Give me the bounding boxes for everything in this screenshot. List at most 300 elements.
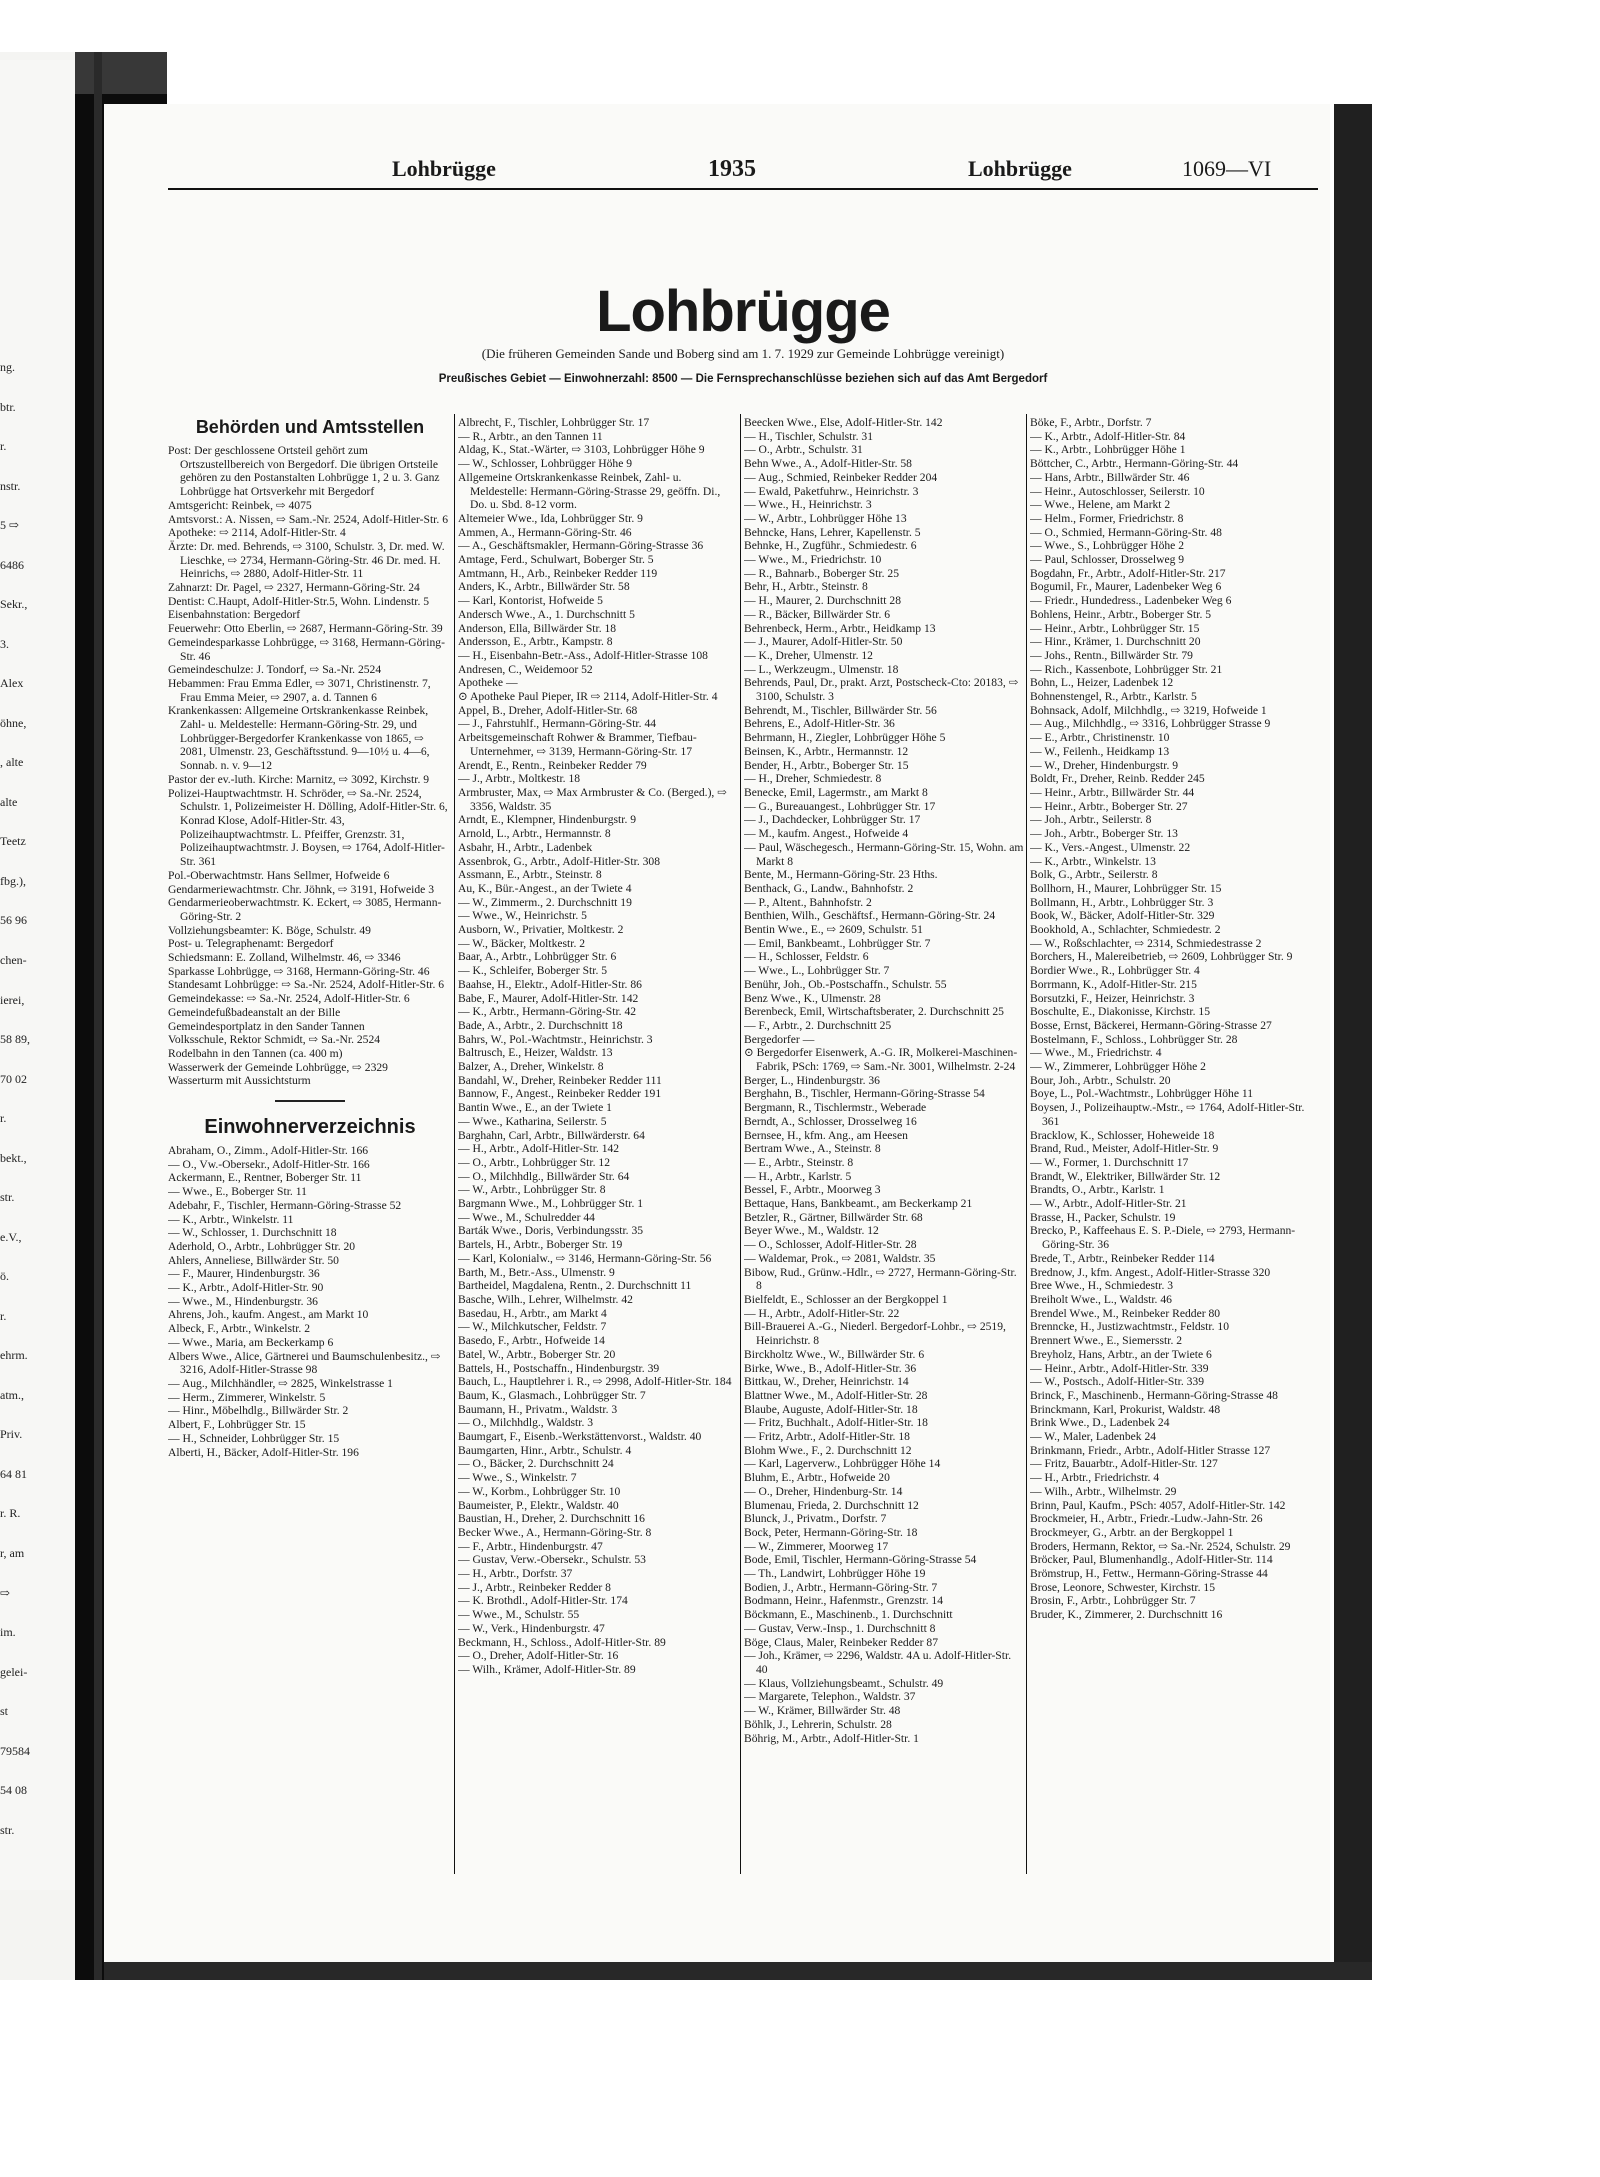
directory-entry: Brose, Leonore, Schwester, Kirchstr. 15 bbox=[1030, 1580, 1215, 1594]
directory-entry: — E., Arbtr., Steinstr. 8 bbox=[744, 1155, 854, 1169]
directory-entry: Feuerwehr: Otto Eberlin, ⇨ 2687, Hermann-Göring-Str. 39 bbox=[168, 622, 443, 636]
directory-entry: Eisenbahnstation: Bergedorf bbox=[168, 608, 301, 622]
directory-entry: — K., Schleifer, Boberger Str. 5 bbox=[458, 964, 608, 978]
authorities-list bbox=[168, 444, 452, 1088]
directory-entry: Böge, Claus, Maler, Reinbeker Redder 87 bbox=[744, 1635, 939, 1649]
directory-entry: — Gustav, Verw.-Obersekr., Schulstr. 53 bbox=[458, 1553, 646, 1567]
directory-entry: — R., Arbtr., an den Tannen 11 bbox=[458, 429, 603, 443]
directory-entry: — W., Arbtr., Lohbrügger Höhe 13 bbox=[744, 511, 907, 525]
directory-entry: — H., Arbtr., Friedrichstr. 4 bbox=[1030, 1471, 1160, 1485]
directory-entry: Bosse, Ernst, Bäckerei, Hermann-Göring-Strasse 27 bbox=[1030, 1018, 1272, 1032]
previous-page-text-fragment: 64 81 bbox=[0, 1467, 27, 1481]
directory-entry: — W., Postsch., Adolf-Hitler-Str. 339 bbox=[1030, 1375, 1205, 1389]
directory-entry: Bluhm, E., Arbtr., Hofweide 20 bbox=[744, 1471, 890, 1485]
directory-entry: Blohm Wwe., F., 2. Durchschnitt 12 bbox=[744, 1443, 912, 1457]
previous-page-text-fragment: , alte bbox=[0, 755, 24, 769]
directory-entry: Boschulte, E., Diakonisse, Kirchstr. 15 bbox=[1030, 1005, 1211, 1019]
directory-entry: — Heinr., Arbtr., Billwärder Str. 44 bbox=[1030, 785, 1195, 799]
directory-entry: — K., Vers.-Angest., Ulmenstr. 22 bbox=[1030, 840, 1191, 854]
directory-entry: Bentin Wwe., E., ⇨ 2609, Schulstr. 51 bbox=[744, 923, 923, 937]
directory-entry: Brinn, Paul, Kaufm., PSch: 4057, Adolf-Hitler-Str. 142 bbox=[1030, 1498, 1286, 1512]
directory-entry: Albrecht, F., Tischler, Lohbrügger Str. 17 bbox=[458, 416, 650, 429]
directory-entry: — W., Bäcker, Moltkestr. 2 bbox=[458, 936, 586, 950]
directory-entry: — O., Schlosser, Adolf-Hitler-Str. 28 bbox=[744, 1238, 917, 1252]
directory-entry: Gemeindeschulze: J. Tondorf, ⇨ Sa.-Nr. 2524 bbox=[168, 663, 382, 677]
directory-entry: Bohnsack, Adolf, Milchhdlg., ⇨ 3219, Hofweide 1 bbox=[1030, 703, 1267, 717]
column-rule bbox=[740, 414, 741, 1874]
directory-entry: Baustian, H., Dreher, 2. Durchschnitt 16 bbox=[458, 1512, 645, 1526]
directory-entry: Abraham, O., Zimm., Adolf-Hitler-Str. 166 bbox=[168, 1144, 369, 1158]
directory-entry: Boye, L., Pol.-Wachtmstr., Lohbrügger Höhe 11 bbox=[1030, 1087, 1254, 1101]
directory-entry: Brockmeyer, G., Arbtr. an der Bergkoppel 1 bbox=[1030, 1525, 1234, 1539]
previous-page-text-fragment: 6486 bbox=[0, 558, 24, 572]
directory-entry: Gendarmerieoberwachtmstr. K. Eckert, ⇨ 3085, Hermann-Göring-Str. 2 bbox=[168, 896, 442, 923]
directory-entry: Bartels, H., Arbtr., Boberger Str. 19 bbox=[458, 1238, 623, 1252]
directory-entry: — W., Zimmerer, Moorweg 17 bbox=[744, 1539, 889, 1553]
directory-entry: Brecko, P., Kaffeehaus E. S. P.-Diele, ⇨ 2793, Hermann-Göring-Str. 36 bbox=[1030, 1224, 1296, 1252]
directory-entry: Birke, Wwe., B., Adolf-Hitler-Str. 36 bbox=[744, 1361, 917, 1375]
directory-entry: Beckmann, H., Schloss., Adolf-Hitler-Str. 89 bbox=[458, 1635, 666, 1649]
directory-entry: Bartheidel, Magdalena, Rentn., 2. Durchschnitt 11 bbox=[458, 1279, 692, 1293]
directory-entry: Bollmann, H., Arbtr., Lohbrügger Str. 3 bbox=[1030, 895, 1214, 909]
directory-entry: Alberti, H., Bäcker, Adolf-Hitler-Str. 196 bbox=[168, 1445, 359, 1459]
directory-entry: Post- u. Telegraphenamt: Bergedorf bbox=[168, 937, 334, 951]
directory-entry: Altemeier Wwe., Ida, Lohbrügger Str. 9 bbox=[458, 511, 643, 525]
directory-entry: Aldag, K., Stat.-Wärter, ⇨ 3103, Lohbrügger Höhe 9 bbox=[458, 443, 705, 457]
directory-entry: Battels, H., Postschaffn., Hindenburgstr. 39 bbox=[458, 1361, 660, 1375]
directory-entry: Borrmann, K., Adolf-Hitler-Str. 215 bbox=[1030, 977, 1197, 991]
column-1 bbox=[168, 416, 452, 1872]
directory-entry: Gemeindesportplatz in den Sander Tannen bbox=[168, 1019, 365, 1033]
page-subtitle: (Die früheren Gemeinden Sande und Boberg sind am 1. 7. 1929 zur Gemeinde Lohbrügge vereinigt) bbox=[481, 346, 1005, 361]
directory-entry: Apotheke: ⇨ 2114, Adolf-Hitler-Str. 4 bbox=[168, 526, 346, 540]
directory-entry: Borsutzki, F., Heizer, Heinrichstr. 3 bbox=[1030, 991, 1195, 1005]
directory-entry: Amtsvorst.: A. Nissen, ⇨ Sam.-Nr. 2524, Adolf-Hitler-Str. 6 bbox=[168, 512, 448, 526]
directory-entry: Bodmann, Heinr., Hafenmstr., Grenzstr. 14 bbox=[744, 1594, 943, 1608]
directory-entry: — W., Arbtr., Adolf-Hitler-Str. 21 bbox=[1030, 1197, 1187, 1211]
directory-entry: — Hinr., Krämer, 1. Durchschnitt 20 bbox=[1030, 635, 1201, 649]
directory-entry: — Herm., Zimmerer, Winkelstr. 5 bbox=[168, 1390, 326, 1404]
directory-entry: — Aug., Milchhändler, ⇨ 2825, Winkelstrasse 1 bbox=[168, 1377, 393, 1390]
directory-entry: — Waldemar, Prok., ⇨ 2081, Waldstr. 35 bbox=[744, 1251, 936, 1265]
directory-entry: — H., Tischler, Schulstr. 31 bbox=[744, 429, 874, 443]
directory-entry: Behrens, E., Adolf-Hitler-Str. 36 bbox=[744, 717, 895, 731]
directory-entry: — Aug., Schmied, Reinbeker Redder 204 bbox=[744, 470, 938, 484]
directory-entry: — Johs., Rentn., Billwärder Str. 79 bbox=[1030, 648, 1193, 662]
directory-entry: Barth, M., Betr.-Ass., Ulmenstr. 9 bbox=[458, 1265, 615, 1279]
directory-entry: Breyholz, Hans, Arbtr., an der Twiete 6 bbox=[1030, 1347, 1212, 1361]
previous-page-text-fragment: st bbox=[0, 1704, 9, 1718]
directory-entry: Anderson, Ella, Billwärder Str. 18 bbox=[458, 621, 617, 635]
directory-entry: — Wilh., Arbtr., Wilhelmstr. 29 bbox=[1030, 1484, 1177, 1498]
directory-entry: Behncke, Hans, Lehrer, Kapellenstr. 5 bbox=[744, 525, 921, 539]
directory-entry: Behrenbeck, Herm., Arbtr., Heidkamp 13 bbox=[744, 621, 936, 635]
directory-entry: Adebahr, F., Tischler, Hermann-Göring-Strasse 52 bbox=[168, 1198, 402, 1212]
directory-entry: Aderhold, O., Arbtr., Lohbrügger Str. 20 bbox=[168, 1239, 356, 1253]
directory-entry: — Joh., Krämer, ⇨ 2296, Waldstr. 4A u. Adolf-Hitler-Str. 40 bbox=[744, 1649, 1012, 1676]
directory-entry: — F., Maurer, Hindenburgstr. 36 bbox=[168, 1267, 320, 1281]
directory-entry: Polizei-Hauptwachtmstr. H. Schröder, ⇨ Sa.-Nr. 2524, Schulstr. 1, Polizeimeister H. Dölling, Adolf-Hitler-Str. 6, Konrad Klose, Adolf-Hitler-Str. 43, Polizeihauptwachtmstr. L. Pfeiffer, Grenzstr. 31, Polizeihauptwachtmstr. J. Boysen, ⇨ 1764, Adolf-Hitler-Str. 361 bbox=[168, 786, 448, 869]
directory-entry: Beinsen, K., Arbtr., Hermannstr. 12 bbox=[744, 744, 909, 758]
directory-entry: — W., Zimmerm., 2. Durchschnitt 19 bbox=[458, 895, 632, 909]
directory-entry: Brink Wwe., D., Ladenbek 24 bbox=[1030, 1416, 1170, 1430]
directory-entry: Beecken Wwe., Else, Adolf-Hitler-Str. 142 bbox=[744, 416, 943, 429]
directory-entry: — J., Arbtr., Moltkestr. 18 bbox=[458, 772, 581, 786]
page-title: Lohbrügge bbox=[596, 279, 890, 344]
directory-entry: Blattner Wwe., M., Adolf-Hitler-Str. 28 bbox=[744, 1388, 928, 1402]
directory-entry: — Wwe., E., Boberger Str. 11 bbox=[168, 1185, 307, 1199]
directory-entry: Behnke, H., Zugführ., Schmiedestr. 6 bbox=[744, 539, 917, 553]
previous-page-text-fragment: im. bbox=[0, 1625, 16, 1639]
directory-entry: Bohlens, Heinr., Arbtr., Boberger Str. 5 bbox=[1030, 607, 1212, 621]
directory-entry: — Karl, Lagerverw., Lohbrügger Höhe 14 bbox=[744, 1457, 941, 1471]
directory-entry: Benz Wwe., K., Ulmenstr. 28 bbox=[744, 991, 881, 1005]
directory-entry: Brand, Rud., Meister, Adolf-Hitler-Str. 9 bbox=[1030, 1142, 1219, 1156]
directory-entry: Blaube, Auguste, Adolf-Hitler-Str. 18 bbox=[744, 1402, 918, 1416]
directory-entry: Baum, K., Glasmach., Lohbrügger Str. 7 bbox=[458, 1388, 646, 1402]
section-heading-authorities: Behörden und Amtsstellen bbox=[195, 417, 425, 437]
directory-entry: Birckholtz Wwe., W., Billwärder Str. 6 bbox=[744, 1347, 925, 1361]
directory-entry: — Heinr., Autoschlosser, Seilerstr. 10 bbox=[1030, 484, 1205, 498]
directory-entry: — Margarete, Telephon., Waldstr. 37 bbox=[744, 1690, 916, 1704]
directory-entry: — O., Arbtr., Schulstr. 31 bbox=[744, 443, 863, 457]
section-heading-residents: Einwohnerverzeichnis bbox=[204, 1116, 416, 1139]
directory-entry: — W., Zimmerer, Lohbrügger Höhe 2 bbox=[1030, 1060, 1206, 1074]
directory-entry: — O., Milchhdlg., Billwärder Str. 64 bbox=[458, 1169, 630, 1183]
directory-entry: Bostelmann, F., Schloss., Lohbrügger Str. 28 bbox=[1030, 1032, 1238, 1046]
previous-page-text-fragment: gelei- bbox=[0, 1665, 28, 1679]
directory-entry: Bergedorfer — bbox=[744, 1032, 815, 1046]
header-year: 1935 bbox=[708, 156, 756, 182]
directory-entry: Betzler, R., Gärtner, Billwärder Str. 68 bbox=[744, 1210, 923, 1224]
directory-entry: Bohnenstengel, R., Arbtr., Karlstr. 5 bbox=[1030, 690, 1197, 704]
directory-entry: Babe, F., Maurer, Adolf-Hitler-Str. 142 bbox=[458, 991, 639, 1005]
directory-entry: — Wwe., M., Hindenburgstr. 36 bbox=[168, 1294, 318, 1308]
directory-entry: Andersch Wwe., A., 1. Durchschnitt 5 bbox=[458, 607, 635, 621]
page-bottom-shadow bbox=[104, 1962, 1372, 1980]
directory-entry: — Wwe., H., Heinrichstr. 3 bbox=[744, 498, 872, 512]
previous-page-text-fragment: ng. bbox=[0, 360, 15, 374]
previous-page-text-fragment: r. bbox=[0, 1309, 7, 1323]
directory-entry: Bielfeldt, E., Schlosser an der Bergkoppel 1 bbox=[744, 1293, 948, 1306]
directory-entry: — K., Dreher, Ulmenstr. 12 bbox=[744, 648, 873, 662]
directory-entry: Behr, H., Arbtr., Steinstr. 8 bbox=[744, 580, 868, 594]
directory-entry: Asbahr, H., Arbtr., Ladenbek bbox=[458, 840, 593, 854]
directory-entry: — M., kaufm. Angest., Hofweide 4 bbox=[744, 827, 909, 841]
directory-entry: — Karl, Kontorist, Hofweide 5 bbox=[458, 594, 603, 608]
directory-entry: Pol.-Oberwachtmstr. Hans Sellmer, Hofweide 6 bbox=[168, 868, 390, 882]
directory-entry: — J., Dachdecker, Lohbrügger Str. 17 bbox=[744, 813, 921, 827]
directory-entry: Book, W., Bäcker, Adolf-Hitler-Str. 329 bbox=[1030, 909, 1215, 923]
directory-entry: Bill-Brauerei A.-G., Niederl. Bergedorf-Lohbr., ⇨ 2519, Heinrichstr. 8 bbox=[744, 1320, 1006, 1348]
directory-entry: — W., Feilenh., Heidkamp 13 bbox=[1030, 744, 1170, 758]
previous-page-text-fragment: r. bbox=[0, 1111, 7, 1125]
directory-entry: Bracklow, K., Schlosser, Hoheweide 18 bbox=[1030, 1128, 1215, 1142]
directory-entry: Amtsgericht: Reinbek, ⇨ 4075 bbox=[168, 498, 312, 512]
directory-entry: Bente, M., Hermann-Göring-Str. 23 Hths. bbox=[744, 868, 938, 882]
directory-entry: — W., Schlosser, 1. Durchschnitt 18 bbox=[168, 1226, 337, 1240]
directory-entry: — Joh., Arbtr., Boberger Str. 13 bbox=[1030, 827, 1178, 841]
directory-entry: Bertram Wwe., A., Steinstr. 8 bbox=[744, 1142, 881, 1156]
directory-entry: — K. Brothdl., Adolf-Hitler-Str. 174 bbox=[458, 1594, 628, 1608]
previous-page-text-fragment: 56 96 bbox=[0, 913, 27, 927]
directory-entry: — W., Roßschlachter, ⇨ 2314, Schmiedestrasse 2 bbox=[1030, 936, 1262, 950]
directory-entry: Benthack, G., Landw., Bahnhofstr. 2 bbox=[744, 881, 914, 895]
previous-page-text-fragment: nstr. bbox=[0, 479, 21, 493]
previous-page-text-fragment: Alex bbox=[0, 676, 24, 690]
directory-entry: Ahrens, Joh., kaufm. Angest., am Markt 10 bbox=[168, 1308, 369, 1322]
directory-entry: Broders, Hermann, Rektor, ⇨ Sa.-Nr. 2524, Schulstr. 29 bbox=[1030, 1539, 1291, 1553]
directory-entry: Ahlers, Anneliese, Billwärder Str. 50 bbox=[168, 1253, 339, 1267]
residents-list bbox=[168, 1144, 452, 1459]
directory-entry: — H., Schneider, Lohbrügger Str. 15 bbox=[168, 1431, 340, 1445]
previous-page-text-fragment: fbg.), bbox=[0, 874, 26, 888]
directory-entry: — Fritz, Buchhalt., Adolf-Hitler-Str. 18 bbox=[744, 1416, 928, 1430]
directory-entry: Benühr, Joh., Ob.-Postschaffn., Schulstr. 55 bbox=[744, 977, 947, 991]
directory-entry: — Gustav, Verw.-Insp., 1. Durchschnitt 8 bbox=[744, 1621, 936, 1635]
directory-entry: — Karl, Kolonialw., ⇨ 3146, Hermann-Göring-Str. 56 bbox=[458, 1251, 712, 1265]
directory-entry: Gemeindefußbadeanstalt an der Bille bbox=[168, 1005, 341, 1019]
directory-entry: Vollziehungsbeamter: K. Böge, Schulstr. 49 bbox=[168, 923, 371, 937]
directory-entry: Basedau, H., Arbtr., am Markt 4 bbox=[458, 1306, 607, 1320]
directory-entry: Ärzte: Dr. med. Behrends, ⇨ 3100, Schulstr. 3, Dr. med. W. Lieschke, ⇨ 2734, Hermann-Göring-Str. 46 Dr. med. H. Heinrichs, ⇨ 2880, Adolf-Hitler-Str. 11 bbox=[168, 539, 445, 581]
directory-entry: Amtage, Ferd., Schulwart, Boberger Str. 5 bbox=[458, 553, 654, 567]
directory-entry: Bode, Emil, Tischler, Hermann-Göring-Strasse 54 bbox=[744, 1553, 977, 1567]
directory-entry: Rodelbahn in den Tannen (ca. 400 m) bbox=[168, 1046, 343, 1060]
directory-entry: — Wilh., Krämer, Adolf-Hitler-Str. 89 bbox=[458, 1662, 636, 1676]
directory-entry: Barták Wwe., Doris, Verbindungsstr. 35 bbox=[458, 1224, 644, 1238]
previous-page-text-fragment: öhne, bbox=[0, 716, 27, 730]
directory-entry: Baumgarten, Hinr., Arbtr., Schulstr. 4 bbox=[458, 1443, 632, 1457]
directory-entry: — Ewald, Paketfuhrw., Heinrichstr. 3 bbox=[744, 484, 919, 498]
directory-entry: Baumeister, P., Elektr., Waldstr. 40 bbox=[458, 1498, 619, 1512]
directory-entry: Beyer Wwe., M., Waldstr. 12 bbox=[744, 1224, 879, 1238]
directory-entry: Au, K., Bür.-Angest., an der Twiete 4 bbox=[458, 881, 632, 895]
directory-entry: Baumann, H., Privatm., Waldstr. 3 bbox=[458, 1402, 618, 1416]
directory-entry: Ackermann, E., Rentner, Boberger Str. 11 bbox=[168, 1171, 362, 1185]
previous-page-text-fragment: alte bbox=[0, 795, 18, 809]
directory-entry: Bergmann, R., Tischlermstr., Weberade bbox=[744, 1101, 927, 1115]
previous-page-text-fragment: str. bbox=[0, 1823, 15, 1837]
directory-entry: — H., Arbtr., Adolf-Hitler-Str. 22 bbox=[744, 1306, 900, 1320]
directory-entry: Bahrs, W., Pol.-Wachtmstr., Heinrichstr. 3 bbox=[458, 1032, 653, 1046]
directory-entry: — O., Dreher, Adolf-Hitler-Str. 16 bbox=[458, 1649, 619, 1663]
directory-entry: Bannow, F., Angest., Reinbeker Redder 191 bbox=[458, 1087, 662, 1101]
directory-entry: — Heinr., Arbtr., Boberger Str. 27 bbox=[1030, 799, 1188, 813]
directory-entry: Ausborn, W., Privatier, Moltkestr. 2 bbox=[458, 923, 624, 937]
directory-entry: Hebammen: Frau Emma Edler, ⇨ 3071, Christinenstr. 7, Frau Emma Meier, ⇨ 2907, a. d. Tannen 6 bbox=[168, 676, 431, 704]
directory-entry: ⊙ Apotheke Paul Pieper, IR ⇨ 2114, Adolf-Hitler-Str. 4 bbox=[458, 690, 718, 704]
directory-entry: Brennert Wwe., E., Siemersstr. 2 bbox=[1030, 1334, 1183, 1348]
directory-entry: — W., Krämer, Billwärder Str. 48 bbox=[744, 1704, 901, 1718]
directory-entry: — Wwe., M., Schulstr. 55 bbox=[458, 1608, 580, 1622]
header-left-place: Lohbrügge bbox=[392, 156, 496, 181]
directory-entry: Böke, F., Arbtr., Dorfstr. 7 bbox=[1030, 416, 1152, 429]
directory-entry: Schiedsmann: E. Zolland, Wilhelmstr. 46, ⇨ 3346 bbox=[168, 951, 401, 965]
directory-entry: Sparkasse Lohbrügge, ⇨ 3168, Hermann-Göring-Str. 46 bbox=[168, 964, 430, 978]
previous-page-text-fragment: ehrm. bbox=[0, 1348, 28, 1362]
directory-entry: Brosin, F., Arbtr., Lohbrügger Str. 7 bbox=[1030, 1594, 1196, 1608]
directory-entry: — F., Arbtr., 2. Durchschnitt 25 bbox=[744, 1018, 892, 1032]
directory-entry: Apotheke — bbox=[458, 676, 518, 690]
directory-entry: — J., Maurer, Adolf-Hitler-Str. 50 bbox=[744, 635, 903, 649]
directory-entry: Krankenkassen: Allgemeine Ortskrankenkasse Reinbek, Zahl- u. Meldestelle: Hermann-Göring-Str. 29, und Lohbrügger-Bergedorfer Krankenkasse von 1865, ⇨ 2081, Ulmenstr. 23, Geschäftsstund. 9—10½ u. 4—6, Sonnab. n. v. 9—12 bbox=[168, 704, 430, 773]
book-spine-highlight bbox=[94, 52, 102, 1980]
section-divider bbox=[275, 1100, 345, 1102]
directory-entry: Zahnarzt: Dr. Pagel, ⇨ 2327, Hermann-Göring-Str. 24 bbox=[168, 581, 420, 595]
previous-page-text-fragment: Priv. bbox=[0, 1427, 23, 1441]
previous-page-text-fragment: ö. bbox=[0, 1269, 9, 1283]
directory-entry: Bender, H., Arbtr., Boberger Str. 15 bbox=[744, 758, 909, 772]
previous-page-text-fragment: bekt., bbox=[0, 1151, 27, 1165]
directory-entry: Bogumil, Fr., Maurer, Ladenbeker Weg 6 bbox=[1030, 580, 1222, 594]
directory-entry: Dentist: C.Haupt, Adolf-Hitler-Str.5, Wohn. Lindenstr. 5 bbox=[168, 594, 430, 608]
directory-entry: — L., Werkzeugm., Ulmenstr. 18 bbox=[744, 662, 899, 676]
directory-entry: — O., Vw.-Obersekr., Adolf-Hitler-Str. 166 bbox=[168, 1157, 370, 1171]
directory-entry: Bauch, L., Hauptlehrer i. R., ⇨ 2998, Adolf-Hitler-Str. 184 bbox=[458, 1375, 732, 1389]
directory-entry: — W., Arbtr., Lohbrügger Str. 8 bbox=[458, 1183, 606, 1197]
directory-entry: — Wwe., W., Heinrichstr. 5 bbox=[458, 909, 587, 923]
directory-entry: ⊙ Bergedorfer Eisenwerk, A.-G. IR, Molkerei-Maschinen-Fabrik, PSch: 1769, ⇨ Sam.-Nr. 3001, Wilhelmstr. 2-24 bbox=[744, 1046, 1018, 1074]
column-2 bbox=[458, 416, 738, 1872]
directory-entry: Brasse, H., Packer, Schulstr. 19 bbox=[1030, 1210, 1176, 1224]
directory-entry: Bettaque, Hans, Bankbeamt., am Beckerkamp 21 bbox=[744, 1197, 973, 1211]
directory-entry: — O., Schmied, Hermann-Göring-Str. 48 bbox=[1030, 525, 1222, 539]
directory-entry: Ammen, A., Hermann-Göring-Str. 46 bbox=[458, 525, 632, 539]
page-right-shadow bbox=[1334, 104, 1372, 1980]
directory-entry: Baumgart, F., Eisenb.-Werkstättenvorst., Waldstr. 40 bbox=[458, 1430, 702, 1444]
previous-page-text-fragment: 58 89, bbox=[0, 1032, 30, 1046]
directory-entry: Bree Wwe., H., Schmiedestr. 3 bbox=[1030, 1279, 1174, 1293]
directory-entry: Batel, W., Arbtr., Boberger Str. 20 bbox=[458, 1347, 616, 1361]
directory-entry: Brinkmann, Friedr., Arbtr., Adolf-Hitler Strasse 127 bbox=[1030, 1443, 1271, 1457]
directory-entry: — P., Altent., Bahnhofstr. 2 bbox=[744, 895, 872, 909]
directory-entry: Bernsee, H., kfm. Ang., am Heesen bbox=[744, 1128, 908, 1142]
directory-entry: Wasserturm mit Aussichtsturm bbox=[168, 1074, 311, 1088]
previous-page-text-fragment: 70 02 bbox=[0, 1072, 27, 1086]
directory-entry: Albeck, F., Arbtr., Winkelstr. 2 bbox=[168, 1322, 311, 1336]
directory-entry: Bandahl, W., Dreher, Reinbeker Redder 111 bbox=[458, 1073, 662, 1087]
directory-entry: — Heinr., Arbtr., Lohbrügger Str. 15 bbox=[1030, 621, 1200, 635]
directory-entry: — H., Arbtr., Dorfstr. 37 bbox=[458, 1567, 573, 1581]
directory-entry: Basedo, F., Arbtr., Hofweide 14 bbox=[458, 1334, 605, 1348]
directory-entry: Bargmann Wwe., M., Lohbrügger Str. 1 bbox=[458, 1197, 644, 1211]
directory-entry: — R., Bäcker, Billwärder Str. 6 bbox=[744, 607, 891, 621]
directory-entry: Baltrusch, E., Heizer, Waldstr. 13 bbox=[458, 1046, 613, 1060]
directory-entry: — O., Milchhdlg., Waldstr. 3 bbox=[458, 1416, 594, 1430]
directory-entry: Böttcher, C., Arbtr., Hermann-Göring-Str. 44 bbox=[1030, 457, 1239, 471]
directory-entry: Brandt, W., Elektriker, Billwärder Str. 12 bbox=[1030, 1169, 1221, 1183]
directory-entry: Volksschule, Rektor Schmidt, ⇨ Sa.-Nr. 2524 bbox=[168, 1033, 381, 1047]
directory-entry: — O., Dreher, Hindenburg-Str. 14 bbox=[744, 1484, 903, 1498]
previous-page-text-fragment: str. bbox=[0, 1190, 15, 1204]
directory-entry: Arbeitsgemeinschaft Rohwer & Brammer, Tiefbau-Unternehmer, ⇨ 3139, Hermann-Göring-Str. 17 bbox=[458, 731, 697, 758]
directory-entry: Arnold, L., Arbtr., Hermannstr. 8 bbox=[458, 827, 611, 841]
directory-entry: — Rich., Kassenbote, Lohbrügger Str. 21 bbox=[1030, 662, 1223, 676]
directory-entry: — K., Arbtr., Lohbrügger Höhe 1 bbox=[1030, 443, 1186, 457]
directory-entry: — H., Eisenbahn-Betr.-Ass., Adolf-Hitler-Strasse 108 bbox=[458, 648, 708, 662]
directory-entry: Bibow, Rud., Grünw.-Hdlr., ⇨ 2727, Hermann-Göring-Str. 8 bbox=[744, 1265, 1017, 1293]
directory-entry: Brandts, O., Arbtr., Karlstr. 1 bbox=[1030, 1183, 1165, 1197]
directory-entry: Bogdahn, Fr., Arbtr., Adolf-Hitler-Str. 217 bbox=[1030, 566, 1226, 580]
directory-entry: — W., Korbm., Lohbrügger Str. 10 bbox=[458, 1484, 621, 1498]
directory-entry: — Friedr., Hundedress., Ladenbeker Weg 6 bbox=[1030, 594, 1232, 608]
directory-entry: Bookhold, A., Schlachter, Schmiedestr. 2 bbox=[1030, 923, 1221, 937]
directory-entry: — Helm., Former, Friedrichstr. 8 bbox=[1030, 511, 1184, 525]
header-right-place: Lohbrügge bbox=[968, 156, 1072, 181]
directory-entry: Appel, B., Dreher, Adolf-Hitler-Str. 68 bbox=[458, 703, 638, 717]
directory-entry: Armbruster, Max, ⇨ Max Armbruster & Co. (Berged.), ⇨ 3356, Waldstr. 35 bbox=[458, 785, 727, 813]
previous-page-text-fragment: e.V., bbox=[0, 1230, 22, 1244]
directory-entry: Baahse, H., Elektr., Adolf-Hitler-Str. 86 bbox=[458, 977, 642, 991]
directory-entry: — K., Arbtr., Hermann-Göring-Str. 42 bbox=[458, 1005, 637, 1019]
directory-entry: — W., Former, 1. Durchschnitt 17 bbox=[1030, 1155, 1189, 1169]
directory-entry: — G., Bureauangest., Lohbrügger Str. 17 bbox=[744, 799, 936, 813]
header-rule bbox=[168, 188, 1318, 190]
directory-entry: Boldt, Fr., Dreher, Reinb. Redder 245 bbox=[1030, 772, 1205, 786]
directory-entry: Berenbeck, Emil, Wirtschaftsberater, 2. Durchschnitt 25 bbox=[744, 1005, 1004, 1019]
previous-page-text-fragment: r. bbox=[0, 439, 7, 453]
directory-entry: Brenncke, H., Justizwachtmstr., Feldstr. 10 bbox=[1030, 1320, 1230, 1334]
directory-entry: — W., Verk., Hindenburgstr. 47 bbox=[458, 1621, 605, 1635]
previous-page-text-fragment: ierei, bbox=[0, 993, 25, 1007]
directory-entry: Brömstrup, H., Fettw., Hermann-Göring-Strasse 44 bbox=[1030, 1567, 1268, 1581]
directory-entry: Brednow, J., kfm. Angest., Adolf-Hitler-Strasse 320 bbox=[1030, 1265, 1271, 1279]
directory-entry: — O., Bäcker, 2. Durchschnitt 24 bbox=[458, 1457, 614, 1471]
directory-entry: — K., Arbtr., Winkelstr. 11 bbox=[168, 1212, 294, 1226]
directory-entry: Brinckmann, Karl, Prokurist, Waldstr. 48 bbox=[1030, 1402, 1221, 1416]
directory-entry: Basche, Wilh., Lehrer, Wilhelmstr. 42 bbox=[458, 1293, 633, 1306]
directory-entry: Bohn, L., Heizer, Ladenbek 12 bbox=[1030, 676, 1174, 690]
directory-entry: — Klaus, Vollziehungsbeamt., Schulstr. 49 bbox=[744, 1676, 944, 1690]
directory-entry: Andersson, E., Arbtr., Kampstr. 8 bbox=[458, 635, 613, 649]
directory-entry: — Paul, Schlosser, Drosselweg 9 bbox=[1030, 553, 1185, 567]
directory-entry: Bock, Peter, Hermann-Göring-Str. 18 bbox=[744, 1525, 918, 1539]
directory-entry: Brede, T., Arbtr., Reinbeker Redder 114 bbox=[1030, 1251, 1215, 1265]
directory-entry: — H., Arbtr., Adolf-Hitler-Str. 142 bbox=[458, 1142, 620, 1156]
directory-entry: — K., Arbtr., Adolf-Hitler-Str. 84 bbox=[1030, 429, 1186, 443]
directory-entry: — H., Dreher, Schmiedestr. 8 bbox=[744, 772, 882, 786]
directory-entry: — Joh., Arbtr., Seilerstr. 8 bbox=[1030, 813, 1152, 827]
directory-entry: Bolk, G., Arbtr., Seilerstr. 8 bbox=[1030, 868, 1158, 882]
directory-entry: — Wwe., M., Schulredder 44 bbox=[458, 1210, 595, 1224]
directory-entry: Brockmeier, H., Arbtr., Friedr.-Ludw.-Jahn-Str. 26 bbox=[1030, 1512, 1263, 1526]
directory-entry: — Wwe., M., Friedrichstr. 4 bbox=[1030, 1046, 1162, 1060]
directory-entry: Bessel, F., Arbtr., Moorweg 3 bbox=[744, 1183, 881, 1197]
directory-entry: Andresen, C., Weidemoor 52 bbox=[458, 662, 593, 676]
directory-entry: — Wwe., Katharina, Seilerstr. 5 bbox=[458, 1114, 607, 1128]
directory-entry: — J., Arbtr., Reinbeker Redder 8 bbox=[458, 1580, 611, 1594]
directory-entry: Anders, K., Arbtr., Billwärder Str. 58 bbox=[458, 580, 630, 594]
directory-entry: Breiholt Wwe., L., Waldstr. 46 bbox=[1030, 1293, 1172, 1306]
directory-entry: Berghahn, B., Tischler, Hermann-Göring-Strasse 54 bbox=[744, 1087, 985, 1101]
directory-entry: — Aug., Milchhdlg., ⇨ 3316, Lohbrügger Strasse 9 bbox=[1030, 717, 1271, 731]
directory-entry: Böckmann, E., Maschinenb., 1. Durchschnitt bbox=[744, 1608, 953, 1622]
directory-entry: — R., Bahnarb., Boberger Str. 25 bbox=[744, 566, 899, 580]
directory-entry: Blunck, J., Privatm., Dorfstr. 7 bbox=[744, 1512, 887, 1526]
header-page-number: 1069—VI bbox=[1182, 156, 1272, 181]
previous-page-text-fragment: Teetz bbox=[0, 834, 26, 848]
directory-entry: — Heinr., Arbtr., Adolf-Hitler-Str. 339 bbox=[1030, 1361, 1209, 1375]
directory-entry: Behrmann, H., Ziegler, Lohbrügger Höhe 5 bbox=[744, 731, 946, 745]
previous-page-text-fragment: ⇨ bbox=[0, 1586, 11, 1600]
directory-entry: — W., Dreher, Hindenburgstr. 9 bbox=[1030, 758, 1179, 772]
directory-entry: — Wwe., Maria, am Beckerkamp 6 bbox=[168, 1335, 334, 1349]
directory-entry: Bodien, J., Arbtr., Hermann-Göring-Str. 7 bbox=[744, 1580, 938, 1594]
directory-entry: Allgemeine Ortskrankenkasse Reinbek, Zahl- u. Meldestelle: Hermann-Göring-Strasse 29, geöffn. Di., Do. u. Sbd. 8-12 vorm. bbox=[458, 470, 721, 512]
previous-page-text-fragment: 54 08 bbox=[0, 1783, 27, 1797]
previous-page-text-fragment: btr. bbox=[0, 400, 16, 414]
